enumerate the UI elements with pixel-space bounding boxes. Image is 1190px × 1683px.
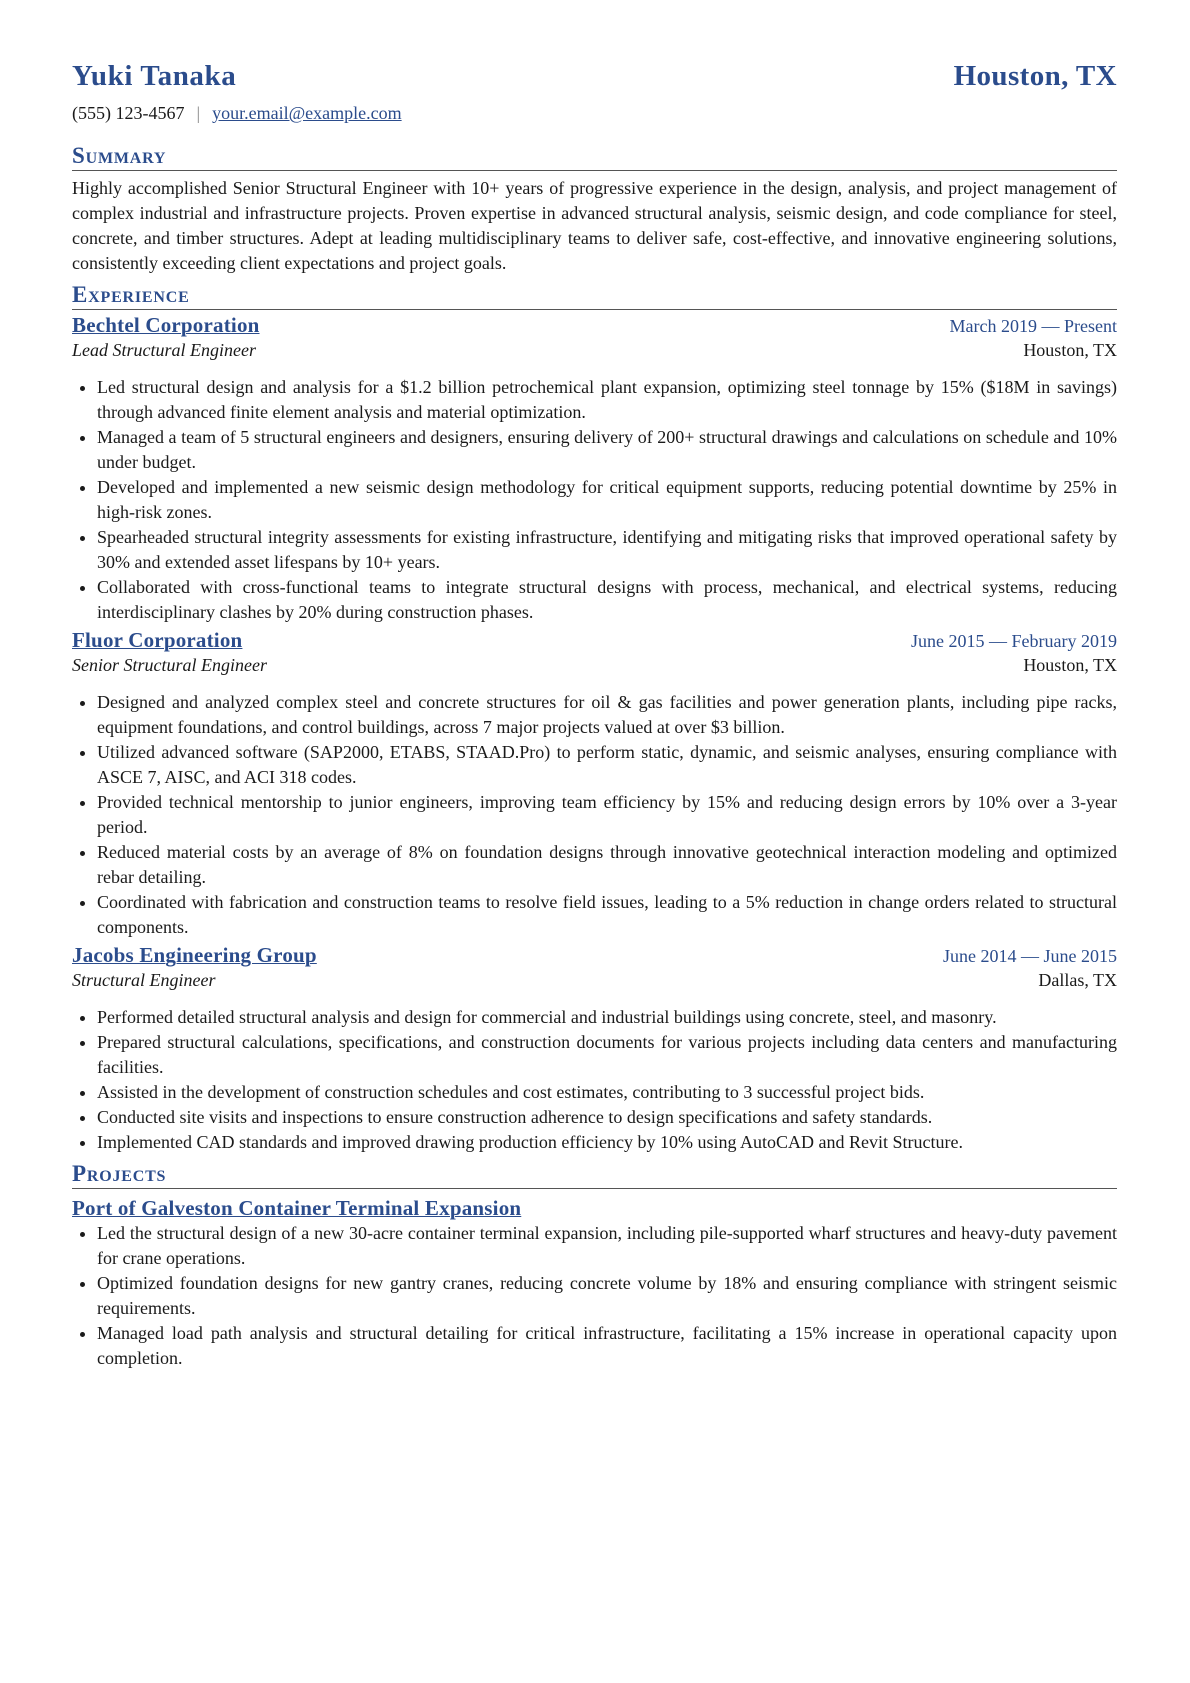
bullet-item <box>72 1271 1117 1321</box>
contact-line <box>72 103 1117 129</box>
job-entry <box>72 628 1117 940</box>
job-bullet-list <box>72 1005 1117 1155</box>
bullet-icon <box>80 1332 85 1337</box>
bullet-text: Conducted site visits and inspections to ensure construction adherence to design specifications and safety standards. <box>97 1107 933 1127</box>
bullet-item <box>72 525 1117 575</box>
job-entry <box>72 943 1117 1155</box>
bullet-icon <box>80 1116 85 1121</box>
job-dates: June 2014 — June 2015 <box>943 946 1117 966</box>
bullet-text: Provided technical mentorship to junior engineers, improving team efficiency by 15% and reducing design errors by 10% over a 3-year period. <box>97 792 1117 837</box>
bullet-text: Managed load path analysis and structural detailing for critical infrastructure, facilitating a 15% increase in operational capacity upon completion. <box>97 1323 1117 1368</box>
bullet-text: Optimized foundation designs for new gantry cranes, reducing concrete volume by 18% and ensuring compliance with stringent seismic requirements. <box>97 1273 1117 1318</box>
company-link[interactable]: Bechtel Corporation <box>72 313 260 337</box>
bullet-item <box>72 475 1117 525</box>
bullet-icon <box>80 901 85 906</box>
company-link[interactable]: Fluor Corporation <box>72 628 243 652</box>
bullet-item <box>72 1105 1117 1130</box>
project-bullet-list <box>72 1221 1117 1371</box>
job-entry <box>72 313 1117 625</box>
job-role: Structural Engineer <box>72 970 216 990</box>
bullet-text: Coordinated with fabrication and construction teams to resolve field issues, leading to a 5% reduction in change orders related to structural components. <box>97 892 1117 937</box>
candidate-name: Yuki Tanaka <box>72 60 237 92</box>
bullet-icon <box>80 1091 85 1096</box>
project-title-link[interactable]: Port of Galveston Container Terminal Expansion <box>72 1196 522 1220</box>
bullet-item <box>72 425 1117 475</box>
bullet-icon <box>80 1282 85 1287</box>
bullet-text: Designed and analyzed complex steel and concrete structures for oil & gas facilities and power generation plants, including pipe racks, equipment foundations, and control buildings, across 7 major projects valued at over $3 billion. <box>97 692 1117 737</box>
bullet-icon <box>80 386 85 391</box>
bullet-icon <box>80 1232 85 1237</box>
section-title-projects: Projects <box>72 1161 1117 1189</box>
bullet-text: Utilized advanced software (SAP2000, ETABS, STAAD.Pro) to perform static, dynamic, and seismic analyses, ensuring compliance with ASCE 7, AISC, and ACI 318 codes. <box>97 742 1117 787</box>
section-title-summary: Summary <box>72 143 1117 171</box>
bullet-item <box>72 575 1117 625</box>
bullet-item <box>72 790 1117 840</box>
company-link[interactable]: Jacobs Engineering Group <box>72 943 317 967</box>
resume-page <box>72 60 1117 1371</box>
bullet-text: Led the structural design of a new 30-acre container terminal expansion, including pile-supported wharf structures and heavy-duty pavement for crane operations. <box>97 1223 1117 1268</box>
phone-number: (555) 123-4567 <box>72 103 185 123</box>
project-entry <box>72 1195 1117 1371</box>
job-role: Senior Structural Engineer <box>72 655 267 675</box>
bullet-icon <box>80 1041 85 1046</box>
bullet-item <box>72 1130 1117 1155</box>
bullet-text: Managed a team of 5 structural engineers and designers, ensuring delivery of 200+ structural drawings and calculations on schedule and 10% under budget. <box>97 427 1117 472</box>
bullet-item <box>72 690 1117 740</box>
bullet-icon <box>80 536 85 541</box>
contact-separator: | <box>196 103 201 123</box>
bullet-item <box>72 1030 1117 1080</box>
bullet-item <box>72 890 1117 940</box>
bullet-icon <box>80 801 85 806</box>
bullet-icon <box>80 1016 85 1021</box>
bullet-text: Reduced material costs by an average of 8% on foundation designs through innovative geotechnical interaction modeling and optimized rebar detailing. <box>97 842 1117 887</box>
bullet-item <box>72 1221 1117 1271</box>
bullet-icon <box>80 436 85 441</box>
bullet-text: Led structural design and analysis for a $1.2 billion petrochemical plant expansion, optimizing steel tonnage by 15% ($18M in savings) through advanced finite element analysis and material optimization. <box>97 377 1117 422</box>
job-location: Houston, TX <box>1023 340 1117 360</box>
job-bullet-list <box>72 690 1117 940</box>
bullet-text: Collaborated with cross-functional teams to integrate structural designs with process, mechanical, and electrical systems, reducing interdisciplinary clashes by 20% during construction phases. <box>97 577 1117 622</box>
bullet-text: Developed and implemented a new seismic design methodology for critical equipment supports, reducing potential downtime by 25% in high-risk zones. <box>97 477 1117 522</box>
bullet-text: Assisted in the development of construction schedules and cost estimates, contributing to 3 successful project bids. <box>97 1082 925 1102</box>
bullet-text: Performed detailed structural analysis and design for commercial and industrial buildings using concrete, steel, and masonry. <box>97 1007 997 1027</box>
bullet-text: Implemented CAD standards and improved drawing production efficiency by 10% using AutoCAD and Revit Structure. <box>97 1132 963 1152</box>
bullet-item <box>72 840 1117 890</box>
header-location: Houston, TX <box>953 60 1117 92</box>
bullet-icon <box>80 586 85 591</box>
bullet-icon <box>80 1141 85 1146</box>
bullet-text: Spearheaded structural integrity assessments for existing infrastructure, identifying and mitigating risks that improved operational safety by 30% and extended asset lifespans by 10+ years. <box>97 527 1117 572</box>
job-dates: June 2015 — February 2019 <box>911 631 1117 651</box>
bullet-item <box>72 740 1117 790</box>
section-title-experience: Experience <box>72 282 1117 310</box>
email-link[interactable]: your.email@example.com <box>212 103 402 123</box>
job-location: Dallas, TX <box>1038 970 1117 990</box>
bullet-item <box>72 1005 1117 1030</box>
bullet-icon <box>80 701 85 706</box>
bullet-item <box>72 1321 1117 1371</box>
bullet-icon <box>80 486 85 491</box>
job-location: Houston, TX <box>1023 655 1117 675</box>
bullet-item <box>72 1080 1117 1105</box>
resume-header <box>72 60 1117 100</box>
bullet-icon <box>80 751 85 756</box>
job-dates: March 2019 — Present <box>949 316 1117 336</box>
job-role: Lead Structural Engineer <box>72 340 256 360</box>
summary-text: Highly accomplished Senior Structural Engineer with 10+ years of progressive experience in the design, analysis, and project management of complex industrial and infrastructure projects. Proven expertise in advanced structural analysis, seismic design, and code compliance for steel, concrete, and timber structures. Adept at leading multidisciplinary teams to deliver safe, cost-effective, and innovative engineering solutions, consistently exceeding client expectations and project goals. <box>72 178 1117 273</box>
bullet-text: Prepared structural calculations, specifications, and construction documents for various projects including data centers and manufacturing facilities. <box>97 1032 1117 1077</box>
job-bullet-list <box>72 375 1117 625</box>
bullet-item <box>72 375 1117 425</box>
bullet-icon <box>80 851 85 856</box>
